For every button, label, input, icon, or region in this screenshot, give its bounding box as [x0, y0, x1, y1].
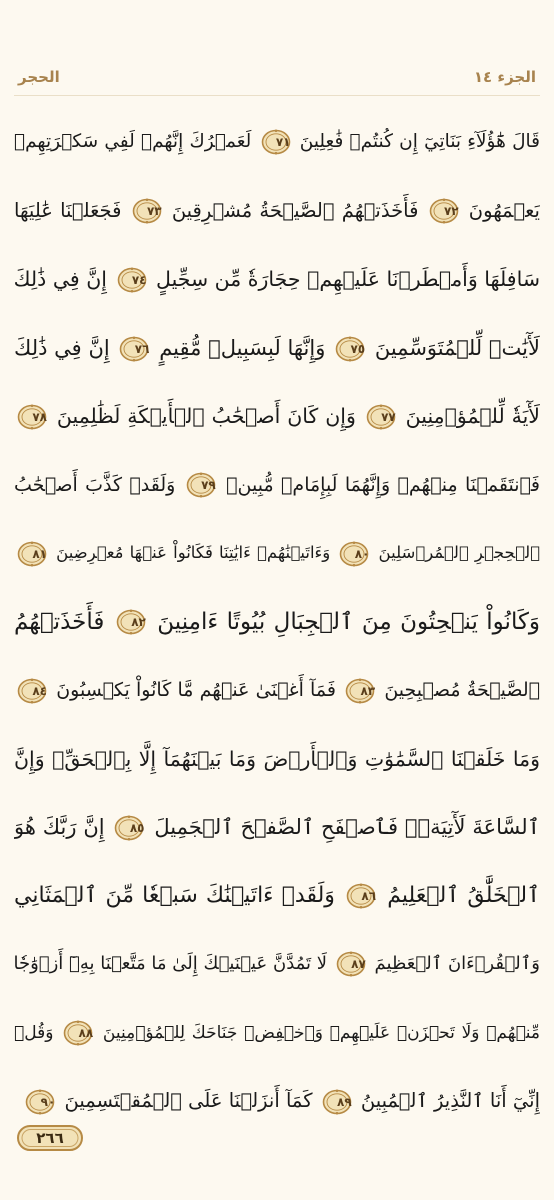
verse-line — [14, 245, 540, 314]
ayah-number-marker — [322, 1089, 352, 1115]
ayah-number: ٧٢ — [443, 204, 459, 218]
verse-text: وَمَا خَلَقۡنَا ٱلسَّمَٰوَٰتِ وَٱلۡأَرۡضَ وَمَا بَيۡنَهُمَآ إِلَّا بِٱلۡحَقِّۗ وَإِنَّ — [14, 746, 540, 771]
verse-line — [14, 314, 540, 383]
verse-text: ٱلسَّاعَةَ لَأٓتِيَةٞۖ فَٱصۡفَحِ ٱلصَّفۡحَ ٱلۡجَمِيلَ — [154, 815, 540, 839]
ayah-number: ٨٢ — [131, 615, 146, 629]
verse-line — [14, 656, 540, 725]
verse-text: لَأٓيَةٗ لِّلۡمُؤۡمِنِينَ — [405, 404, 540, 428]
ayah-number-marker — [17, 404, 47, 430]
verse-text: وَلَقَدۡ ءَاتَيۡنَٰكَ سَبۡعٗا مِّنَ ٱلۡمَثَانِي — [14, 882, 335, 908]
verse-text: فَٱنتَقَمۡنَا مِنۡهُمۡ وَإِنَّهُمَا لَبِإِمَامٖ مُّبِينٖ — [226, 473, 540, 496]
verse-text: فَمَآ أَغۡنَىٰ عَنۡهُم مَّا كَانُواْ يَكۡسِبُونَ — [56, 679, 336, 701]
verse-text: لَا تَمُدَّنَّ عَيۡنَيۡكَ إِلَىٰ مَا مَتَّعۡنَا بِهِۦٓ أَزۡوَٰجٗا — [14, 953, 328, 974]
ayah-number-marker — [261, 129, 291, 155]
verse-text: قَالَ هَٰٓؤُلَآءِ بَنَاتِيٓ إِن كُنتُمۡ فَٰعِلِينَ — [299, 131, 540, 152]
ayah-number: ٧٧ — [381, 410, 396, 424]
verse-text: فَأَخَذَتۡهُمُ — [14, 608, 105, 635]
page-header — [14, 62, 540, 92]
ayah-number-marker — [345, 678, 375, 704]
ayah-number-marker — [132, 198, 162, 224]
verse-text: وَكَانُواْ يَنۡحِتُونَ مِنَ ٱلۡجِبَالِ بُيُوتًا ءَامِنِينَ — [157, 608, 540, 635]
verse-line — [14, 793, 540, 862]
verse-line — [14, 862, 540, 931]
verse-text: إِنِّيٓ أَنَا ٱلنَّذِيرُ ٱلۡمُبِينُ — [360, 1089, 540, 1112]
ayah-number: ٧٣ — [146, 204, 162, 218]
ayah-number-marker — [429, 198, 459, 224]
verse-line — [14, 451, 540, 520]
verse-line — [14, 519, 540, 588]
ayah-number-marker — [17, 678, 47, 704]
ayah-number: ٧٥ — [350, 341, 366, 356]
verse-text: إِنَّ رَبَّكَ هُوَ — [14, 815, 105, 839]
ayah-number: ٨٠ — [354, 546, 370, 561]
ayah-number: ٨٤ — [32, 683, 47, 698]
verse-line — [14, 1067, 540, 1136]
ayah-number-marker — [119, 336, 149, 362]
ayah-number-marker — [366, 404, 396, 430]
ayah-number-marker — [336, 951, 366, 977]
ayah-number: ٨٦ — [361, 888, 377, 903]
juz-label: الجزء ١٤ — [473, 68, 536, 86]
verse-text: وَإِن كَانَ أَصۡحَٰبُ ٱلۡأَيۡكَةِ لَظَٰلِمِينَ — [56, 404, 356, 428]
ayah-number: ٧١ — [275, 135, 291, 149]
verse-text: ٱلۡحِجۡرِ ٱلۡمُرۡسَلِينَ — [378, 543, 540, 562]
verse-text: فَأَخَذَتۡهُمُ ٱلصَّيۡحَةُ مُشۡرِقِينَ — [171, 198, 419, 222]
ayah-number-marker — [117, 267, 147, 293]
verse-text: ٱلۡخَلَّٰقُ ٱلۡعَلِيمُ — [387, 882, 540, 908]
page-number-badge — [16, 1124, 84, 1152]
ayah-number-marker — [186, 472, 216, 498]
verse-text: يَعۡمَهُونَ — [468, 198, 540, 222]
ayah-number: ٧٤ — [131, 273, 147, 287]
verse-text: كَمَآ أَنزَلۡنَا عَلَى ٱلۡمُقۡتَسِمِينَ — [64, 1089, 313, 1112]
verse-line — [14, 725, 540, 794]
verse-text: سَافِلَهَا وَأَمۡطَرۡنَا عَلَيۡهِمۡ حِجَارَةٗ مِّن سِجِّيلٍ — [156, 267, 540, 291]
ayah-number: ٨٧ — [351, 957, 366, 971]
verse-line — [14, 930, 540, 999]
ayah-number-marker — [339, 541, 369, 567]
ayah-number-marker — [17, 541, 47, 567]
ayah-number: ٧٨ — [32, 410, 47, 424]
verse-text: ٱلصَّيۡحَةُ مُصۡبِحِينَ — [384, 679, 540, 701]
verse-text: لَأٓيَٰتٖ لِّلۡمُتَوَسِّمِينَ — [374, 335, 540, 360]
verse-text: وَٱلۡقُرۡءَانَ ٱلۡعَظِيمَ — [374, 953, 540, 974]
verse-line — [14, 999, 540, 1068]
ayah-number-marker — [63, 1020, 93, 1046]
page-number: ٢٦٦ — [36, 1129, 64, 1147]
verse-line — [14, 108, 540, 177]
verse-line — [14, 177, 540, 246]
ayah-number: ٧٩ — [201, 478, 216, 492]
verse-text: إِنَّ فِي ذَٰلِكَ — [14, 335, 110, 360]
ayah-number: ٨٣ — [360, 683, 376, 698]
verse-text: وَقُلۡ — [14, 1022, 54, 1043]
verse-text: وَإِنَّهَا لَبِسَبِيلٖ مُّقِيمٍ — [159, 335, 326, 360]
mushaf-page-text — [14, 108, 540, 1136]
verse-text: لَعَمۡرُكَ إِنَّهُمۡ لَفِي سَكۡرَتِهِمۡ — [14, 131, 252, 152]
header-divider — [14, 95, 540, 96]
ayah-number: ٨٩ — [337, 1094, 352, 1109]
ayah-number-marker — [335, 336, 365, 362]
ayah-number: ٨٥ — [129, 821, 145, 835]
verse-line — [14, 382, 540, 451]
surah-name: الحجر — [18, 68, 60, 86]
verse-line — [14, 588, 540, 657]
ayah-number: ٨١ — [32, 546, 47, 561]
verse-text: وَلَقَدۡ كَذَّبَ أَصۡحَٰبُ — [14, 473, 176, 496]
ayah-number: ٩٠ — [40, 1094, 56, 1109]
verse-text: فَجَعَلۡنَا عَٰلِيَهَا — [14, 198, 122, 222]
ayah-number-marker — [114, 815, 144, 841]
ayah-number: ٨٨ — [78, 1025, 94, 1040]
ayah-number-marker — [116, 609, 146, 635]
verse-text: وَءَاتَيۡنَٰهُمۡ ءَايَٰتِنَا فَكَانُواْ عَنۡهَا مُعۡرِضِينَ — [56, 543, 331, 562]
verse-text: مِّنۡهُمۡ وَلَا تَحۡزَنۡ عَلَيۡهِمۡ وَٱخۡفِضۡ جَنَاحَكَ لِلۡمُؤۡمِنِينَ — [102, 1022, 540, 1043]
verse-text: إِنَّ فِي ذَٰلِكَ — [14, 267, 107, 291]
ayah-number-marker — [25, 1089, 55, 1115]
ayah-number-marker — [346, 883, 376, 909]
ayah-number: ٧٦ — [134, 341, 150, 356]
